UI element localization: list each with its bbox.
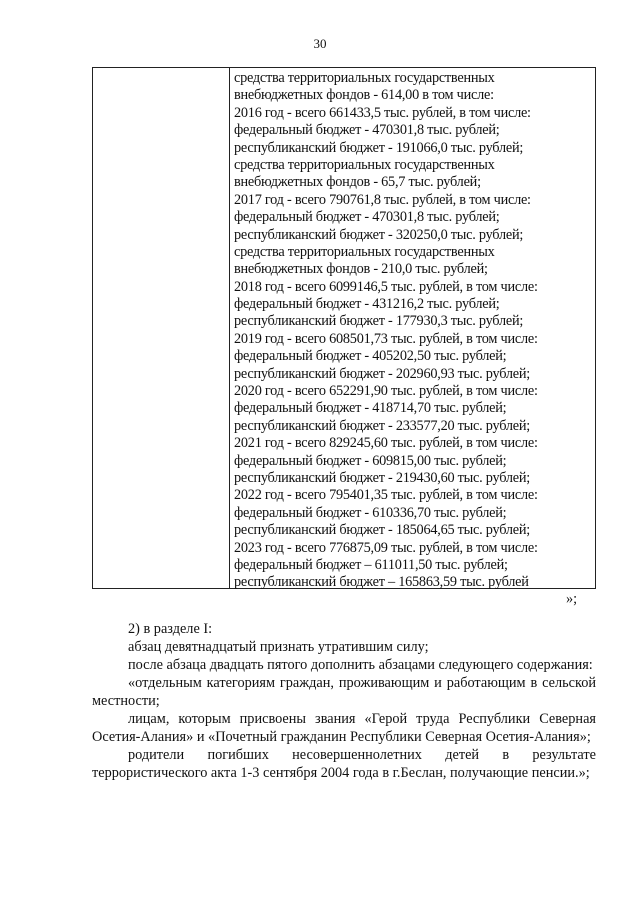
table-cell-line: федеральный бюджет - 470301,8 тыс. рублей; — [234, 209, 500, 226]
table-cell-line: 2021 год - всего 829245,60 тыс. рублей, в том числе: — [234, 435, 538, 452]
table-cell-line: 2023 год - всего 776875,09 тыс. рублей, в том числе: — [234, 539, 538, 556]
table-right-cell — [234, 70, 594, 592]
document-body — [92, 620, 596, 782]
table-cell-line: федеральный бюджет - 609815,00 тыс. рублей; — [234, 452, 507, 469]
table-cell-line: средства территориальных государственных — [234, 156, 495, 173]
table-cell-line: федеральный бюджет - 418714,70 тыс. рублей; — [234, 400, 507, 417]
paragraph: родители погибших несовершеннолетних детей в результате террористического акта 1-3 сентября 2004 года в г.Беслан, получающие пенсии.»; — [92, 747, 596, 781]
closing-quote: »; — [566, 591, 578, 607]
table-cell-line: 2019 год - всего 608501,73 тыс. рублей, в том числе: — [234, 330, 538, 347]
table-cell-line: республиканский бюджет - 177930,3 тыс. рублей; — [234, 313, 524, 330]
table-cell-line: федеральный бюджет - 610336,70 тыс. рублей; — [234, 504, 507, 521]
paragraph: лицам, которым присвоены звания «Герой труда Республики Северная Осетия-Алания» и «Почетный гражданин Республики Северная Осетия-Алания»; — [92, 711, 596, 745]
table-cell-line: федеральный бюджет – 611011,50 тыс. рублей; — [234, 556, 508, 573]
funding-table — [92, 67, 596, 589]
table-cell-line: республиканский бюджет - 320250,0 тыс. рублей; — [234, 226, 524, 243]
section-heading: 2) в разделе I: — [128, 621, 213, 637]
page-number: 30 — [313, 36, 327, 51]
table-cell-line: средства территориальных государственных — [234, 70, 495, 86]
table-cell-line: 2020 год - всего 652291,90 тыс. рублей, в том числе: — [234, 383, 538, 400]
table-cell-line: федеральный бюджет - 405202,50 тыс. рублей; — [234, 348, 507, 365]
table-cell-line: федеральный бюджет - 470301,8 тыс. рублей; — [234, 122, 500, 139]
table-column-divider — [229, 68, 230, 588]
table-cell-line: республиканский бюджет - 219430,60 тыс. рублей; — [234, 469, 530, 486]
table-cell-line: внебюджетных фондов - 614,00 в том числе: — [234, 87, 494, 104]
table-cell-line: 2016 год - всего 661433,5 тыс. рублей, в том числе: — [234, 104, 531, 121]
table-cell-line: республиканский бюджет - 191066,0 тыс. рублей; — [234, 139, 524, 156]
table-cell-line: 2022 год - всего 795401,35 тыс. рублей, в том числе: — [234, 487, 538, 504]
table-cell-line: федеральный бюджет - 431216,2 тыс. рублей; — [234, 296, 500, 313]
table-cell-line: 2018 год - всего 6099146,5 тыс. рублей, в том числе: — [234, 278, 538, 295]
table-cell-line: внебюджетных фондов - 210,0 тыс. рублей; — [234, 261, 488, 278]
table-cell-line: 2017 год - всего 790761,8 тыс. рублей, в том числе: — [234, 191, 531, 208]
paragraph: абзац девятнадцатый признать утратившим силу; — [128, 639, 429, 655]
table-cell-line: внебюджетных фондов - 65,7 тыс. рублей; — [234, 174, 481, 191]
paragraph: после абзаца двадцать пятого дополнить абзацами следующего содержания: — [128, 657, 593, 673]
table-cell-line: республиканский бюджет - 233577,20 тыс. рублей; — [234, 417, 530, 434]
table-cell-line: республиканский бюджет - 202960,93 тыс. рублей; — [234, 365, 530, 382]
table-cell-line: республиканский бюджет – 165863,59 тыс. рублей — [234, 574, 529, 591]
table-cell-line: средства территориальных государственных — [234, 243, 495, 260]
table-cell-line: республиканский бюджет - 185064,65 тыс. рублей; — [234, 522, 530, 539]
paragraph: «отдельным категориям граждан, проживающим и работающим в сельской местности; — [92, 675, 596, 709]
